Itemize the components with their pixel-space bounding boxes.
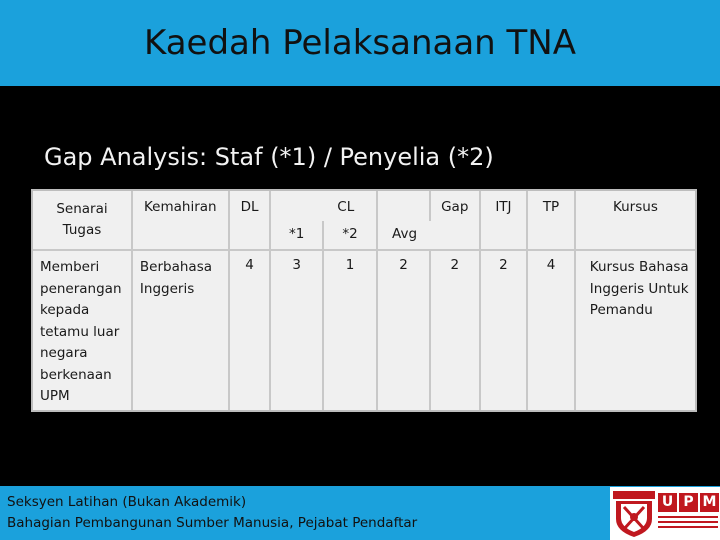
cell-dl: 4 <box>230 251 272 410</box>
title-bar <box>0 0 720 86</box>
gap-analysis-table <box>31 189 697 412</box>
cell-tp: 4 <box>528 251 576 410</box>
col-header-cl-penyelia: *2 <box>324 221 378 251</box>
col-header-tp: TP <box>528 191 576 251</box>
cell-kursus: Kursus Bahasa Inggeris Untuk Pemandu <box>589 259 689 318</box>
col-header-itj: ITJ <box>481 191 529 251</box>
upm-letter-p: P <box>679 493 698 512</box>
col-header-dl: DL <box>230 191 272 251</box>
upm-logo <box>610 487 720 540</box>
col-header-cl-avg: Avg <box>378 221 431 251</box>
col-header-gap: Gap <box>431 191 481 251</box>
cell-cl-staf: 3 <box>271 251 323 410</box>
col-header-cl: CL <box>271 191 378 221</box>
upm-crest-icon <box>612 489 656 538</box>
col-header-kemahiran: Kemahiran <box>133 191 230 251</box>
upm-wordmark <box>658 493 719 513</box>
cell-senarai-tugas: Memberi penerangan kepada tetamu luar negara berkenaan UPM <box>33 251 133 410</box>
col-header-senarai-tugas: Senarai Tugas <box>33 191 133 251</box>
footer-line-2: Bahagian Pembangunan Sumber Manusia, Pejabat Pendaftar <box>7 515 418 531</box>
footer-text <box>7 492 417 534</box>
upm-letter-m: M <box>700 493 719 512</box>
col-header-kursus: Kursus <box>576 191 695 251</box>
cell-gap: 2 <box>431 251 481 410</box>
slide-subtitle: Gap Analysis: Staf (*1) / Penyelia (*2) <box>44 143 494 171</box>
footer-line-1: Seksyen Latihan (Bukan Akademik) <box>7 494 247 510</box>
cell-cl-avg: 2 <box>378 251 431 410</box>
cell-kemahiran: Berbahasa Inggeris <box>133 251 230 410</box>
page-title: Kaedah Pelaksanaan TNA <box>144 23 576 63</box>
upm-logo-underline <box>658 516 718 531</box>
cell-itj: 2 <box>481 251 529 410</box>
cell-cl-penyelia: 1 <box>324 251 378 410</box>
table-row <box>33 251 695 410</box>
upm-letter-u: U <box>658 493 677 512</box>
col-header-cl-staf: *1 <box>271 221 323 251</box>
col-header-avg-spacer <box>378 191 431 221</box>
